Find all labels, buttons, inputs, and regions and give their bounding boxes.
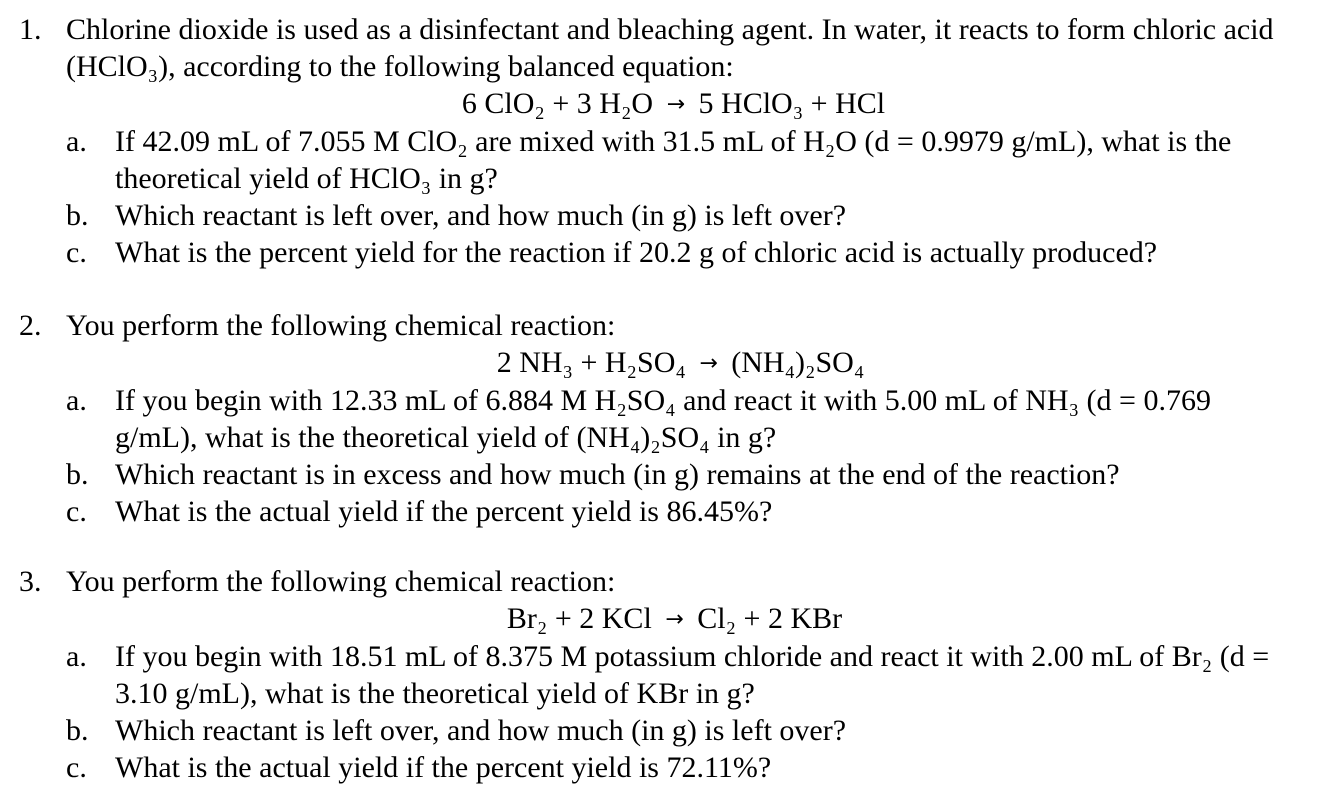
problem-2 <box>0 307 1325 530</box>
sub-question-letter: a. <box>66 640 87 673</box>
problem-stem <box>0 11 1325 85</box>
problem-number: 3. <box>19 565 42 598</box>
sub-question-c <box>0 234 1325 271</box>
equation-reactants: 2 NH₃ + H₂SO₄ <box>496 346 686 379</box>
sub-question-text: Which reactant is left over, and how much (in g) is left over? <box>115 714 847 747</box>
sub-question-text: What is the actual yield if the percent yield is 86.45%? <box>115 495 773 528</box>
sub-question-a <box>0 382 1325 456</box>
sub-question-letter: a. <box>66 384 87 417</box>
problem-number: 2. <box>19 309 42 342</box>
sub-question-text: Which reactant is left over, and how much (in g) is left over? <box>115 199 847 232</box>
equation-reactants: Br₂ + 2 KCl <box>506 602 652 635</box>
sub-question-text: If you begin with 12.33 mL of 6.884 M H₂SO₄ and react it with 5.00 mL of NH₃ (d = 0.769 g/mL), what is the theoretical yield of (NH₄)₂SO₄ in g? <box>115 384 1211 454</box>
sub-question-c <box>0 493 1325 530</box>
sub-question-list <box>0 123 1325 271</box>
sub-question-list <box>0 382 1325 530</box>
sub-question-c <box>0 749 1325 786</box>
sub-question-letter: b. <box>66 199 89 232</box>
sub-question-a <box>0 638 1325 712</box>
sub-question-a <box>0 123 1325 197</box>
sub-question-letter: b. <box>66 714 89 747</box>
chemical-equation <box>0 85 1325 123</box>
equation-products: 5 HClO₃ + HCl <box>698 87 886 120</box>
sub-question-b <box>0 456 1325 493</box>
sub-question-text: If 42.09 mL of 7.055 M ClO₂ are mixed with 31.5 mL of H₂O (d = 0.9979 g/mL), what is the theoretical yield of HClO₃ in g? <box>115 125 1232 195</box>
equation-products: (NH₄)₂SO₄ <box>731 346 865 379</box>
problem-text: Chlorine dioxide is used as a disinfectant and bleaching agent. In water, it reacts to form chloric acid (HClO₃), according to the following balanced equation: <box>66 13 1274 83</box>
sub-question-b <box>0 712 1325 749</box>
problem-3 <box>0 563 1325 786</box>
sub-question-letter: c. <box>66 495 87 528</box>
problem-text: You perform the following chemical reaction: <box>66 309 616 342</box>
sub-question-letter: b. <box>66 458 89 491</box>
problem-text: You perform the following chemical reaction: <box>66 565 616 598</box>
sub-question-letter: c. <box>66 751 87 784</box>
equation-products: Cl₂ + 2 KBr <box>697 602 843 635</box>
sub-question-b <box>0 197 1325 234</box>
sub-question-letter: c. <box>66 236 87 269</box>
sub-question-text: What is the percent yield for the reaction if 20.2 g of chloric acid is actually produced? <box>115 236 1158 269</box>
chemical-equation <box>0 344 1325 382</box>
reaction-arrow-icon: → <box>665 607 684 632</box>
sub-question-text: If you begin with 18.51 mL of 8.375 M potassium chloride and react it with 2.00 mL of Br₂ (d = 3.10 g/mL), what is the theoretical yield of KBr in g? <box>115 640 1270 710</box>
problem-stem <box>0 563 1325 600</box>
problem-stem <box>0 307 1325 344</box>
sub-question-text: Which reactant is in excess and how much (in g) remains at the end of the reaction? <box>115 458 1120 491</box>
equation-reactants: 6 ClO₂ + 3 H₂O <box>461 87 654 120</box>
sub-question-letter: a. <box>66 125 87 158</box>
reaction-arrow-icon: → <box>699 351 718 376</box>
problem-1 <box>0 11 1325 271</box>
sub-question-list <box>0 638 1325 786</box>
problem-number: 1. <box>19 13 42 46</box>
sub-question-text: What is the actual yield if the percent yield is 72.11%? <box>115 751 772 784</box>
reaction-arrow-icon: → <box>666 92 686 117</box>
chemical-equation <box>0 600 1325 638</box>
